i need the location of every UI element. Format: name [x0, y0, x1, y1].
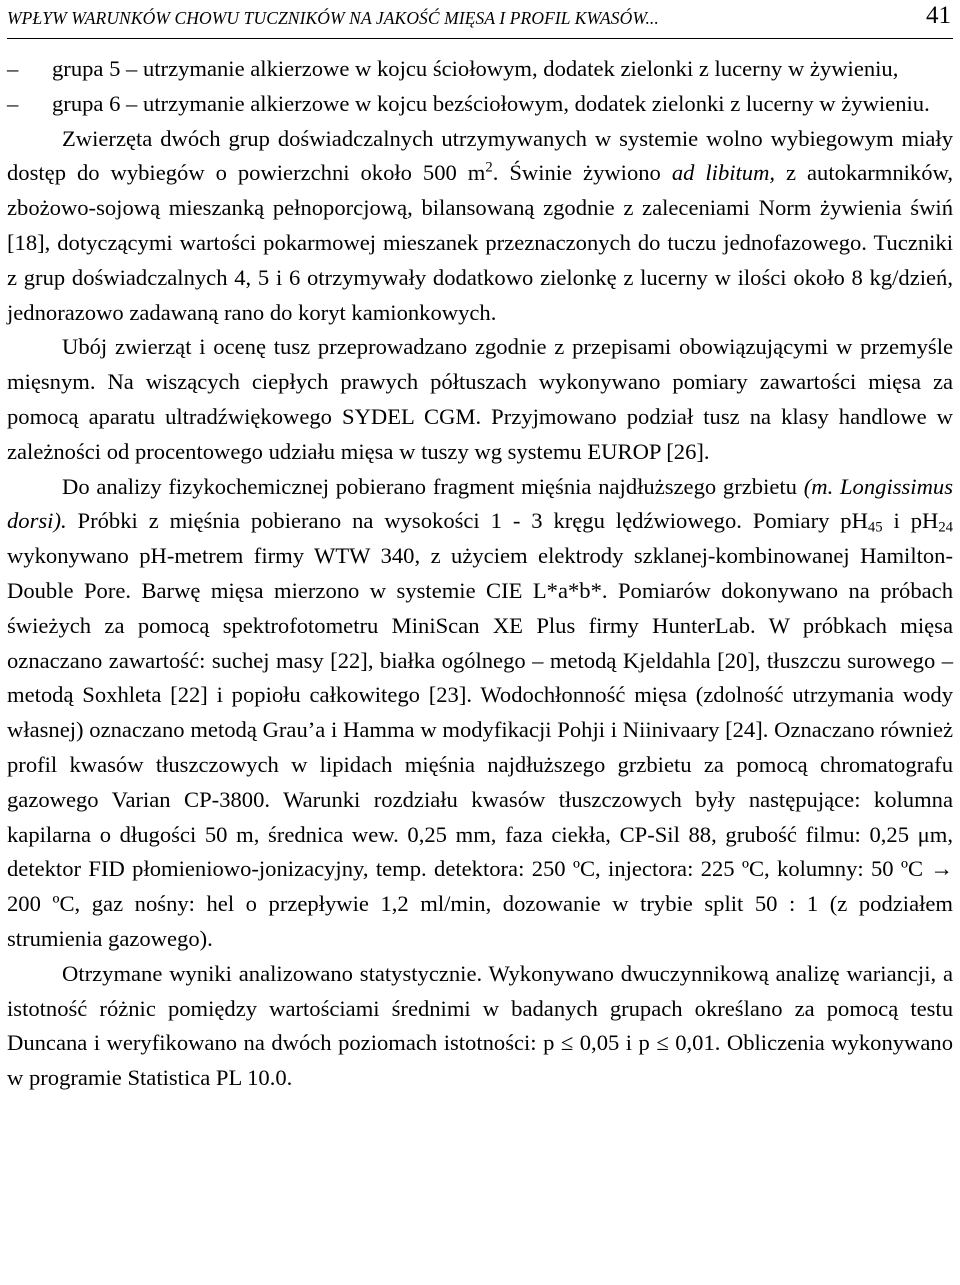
list-dash: – [7, 90, 19, 116]
paragraph-housing-feeding [7, 122, 953, 331]
text-run: . Świnie żywiono [492, 160, 672, 186]
paragraph-slaughter: Ubój zwierząt i ocenę tusz przeprowadzano zgodnie z przepisami obowiązującymi w przemyśle mięsnym. Na wiszących ciepłych prawych półtuszach wykonywano pomiary zawartości mięsa za pomocą aparatu ultradźwiękowego SYDEL CGM. Przyjmowano podział tusz na klasy handlowe w zależności od procentowego udziału mięsa w tuszy wg systemu EUROP [26]. [7, 334, 953, 464]
text-run: Zwierzęta dwóch grup doświadczalnych utrzymywanych w systemie wolno wybiegowym miały dostęp do wybiegów o powierzchni około 500 m [7, 125, 953, 186]
page-number: 41 [926, 2, 951, 29]
subscript: 45 [867, 520, 883, 537]
list-item-text: grupa 6 – utrzymanie alkierzowe w kojcu bezściołowym, dodatek zielonki z lucerny w żywieniu. [52, 90, 930, 116]
text-run: z autokarmników, zbożowo-sojową mieszanką pełnoporcjową, bilansowaną zgodnie z zaleceniami Norm żywienia świń [18], dotyczącymi wartości pokarmowej mieszanek przeznaczonych do tuczu jednofazowego. Tuczniki z grup doświadczalnych 4, 5 i 6 otrzymywały dodatkowo zielonkę z lucerny w ilości około 8 kg/dzień, jednorazowo zadawaną rano do koryt kamionkowych. [7, 160, 954, 325]
subscript: 24 [938, 520, 954, 537]
text-run: Do analizy fizykochemicznej pobierano fragment mięśnia najdłuższego grzbietu [62, 473, 804, 499]
text-run: i pH [882, 508, 939, 534]
paragraph-statistics: Otrzymane wyniki analizowano statystycznie. Wykonywano dwuczynnikową analizę wariancji, a istotność różnic pomiędzy wartościami średnimi w badanych grupach określano za pomocą testu Duncana i weryfikowano na dwóch poziomach istotności: p ≤ 0,05 i p ≤ 0,01. Obliczenia wykonywano w programie Statistica PL 10.0. [7, 960, 953, 1091]
list-item [7, 52, 953, 87]
text-run: Próbki z mięśnia pobierano na wysokości 1 - 3 kręgu lędźwiowego. Pomiary pH [66, 508, 868, 534]
italic-term: ad libitum, [671, 160, 776, 186]
list-item-text: grupa 5 – utrzymanie alkierzowe w kojcu ściołowym, dodatek zielonki z lucerny w żywieniu, [52, 56, 899, 81]
italic-term: (m. Longissimus dorsi). [7, 473, 953, 534]
body-text [7, 52, 953, 1096]
running-header-title: WPŁYW WARUNKÓW CHOWU TUCZNIKÓW NA JAKOŚĆ MIĘSA I PROFIL KWASÓW... [7, 8, 659, 28]
superscript: 2 [485, 159, 493, 176]
paragraph-analysis [7, 470, 953, 957]
running-header [7, 0, 953, 39]
list-item [7, 87, 953, 122]
text-run: wykonywano pH-metrem firmy WTW 340, z użyciem elektrody szklanej-kombinowanej Hamilton-Double Pore. Barwę mięsa mierzono w systemie CIE L*a*b*. Pomiarów dokonywano na próbach świeżych za pomocą spektrofotometru MiniScan XE Plus firmy HunterLab. W próbkach mięsa oznaczano zawartość: suchej masy [22], białka ogólnego – metodą Kjeldahla [20], tłuszczu surowego – metodą Soxhleta [22] i popiołu całkowitego [23]. Wodochłonność mięsa (zdolność utrzymania wody własnej) oznaczano metodą Grau’a i Hamma w modyfikacji Pohji i Niinivaary [24]. Oznaczano również profil kwasów tłuszczowych w lipidach mięśnia najdłuższego grzbietu za pomocą chromatografu gazowego Varian CP-3800. Warunki rozdziału kwasów tłuszczowych były następujące: kolumna kapilarna o długości 50 m, średnica wew. 0,25 mm, faza ciekła, CP-Sil 88, grubość filmu: 0,25 μm, detektor FID płomieniowo-jonizacyjny, temp. detektora: 250 ºC, injectora: 225 ºC, kolumny: 50 ºC → 200 ºC, gaz nośny: hel o przepływie 1,2 ml/min, dozowanie w trybie split 50 : 1 (z podziałem strumienia gazowego). [7, 543, 953, 951]
list-dash: – [7, 56, 19, 81]
